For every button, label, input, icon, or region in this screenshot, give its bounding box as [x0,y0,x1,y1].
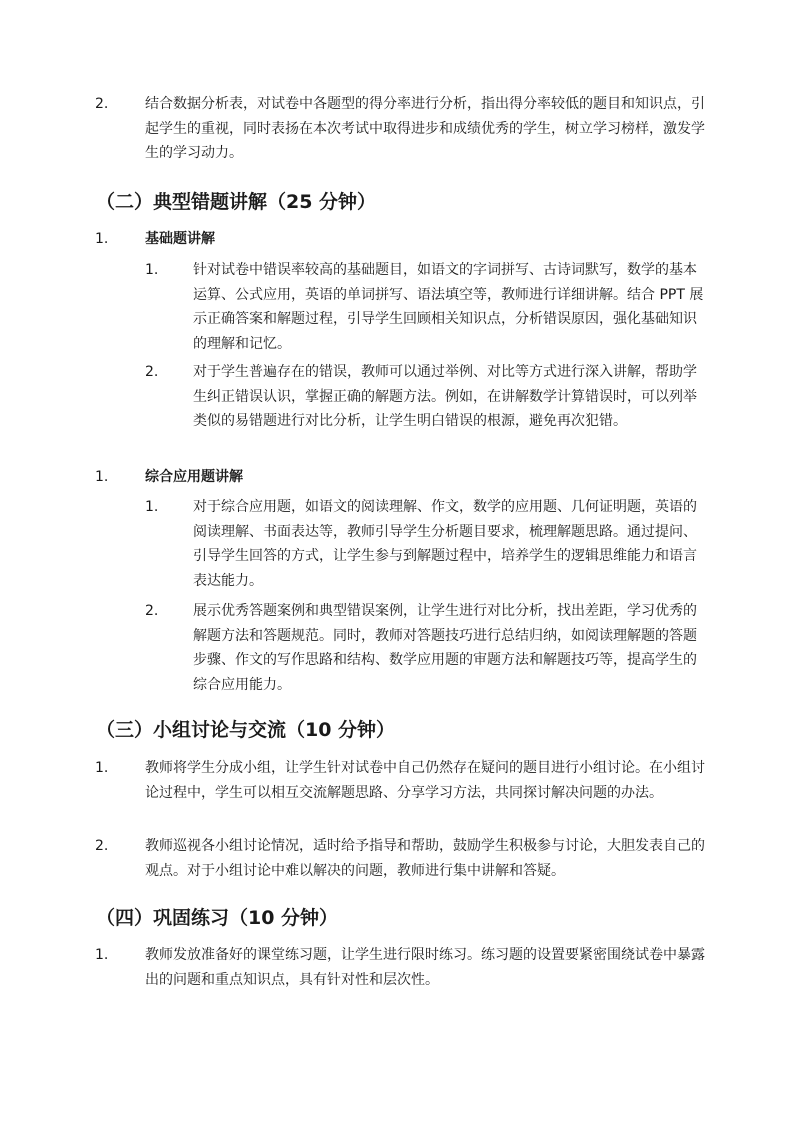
subsection-title: 综合应用题讲解 [145,469,243,485]
list-number: 2. [95,838,109,854]
list-number: 1. [95,469,109,485]
list-number: 2. [145,364,159,380]
list-number: 1. [95,231,109,247]
section-heading-practice: （四）巩固练习（10 分钟） [96,907,339,929]
list-number: 2. [95,96,109,112]
list-text: 对于综合应用题，如语文的阅读理解、作文，数学的应用题、几何证明题，英语的阅读理解、书面表达等，教师引导学生分析题目要求，梳理解题思路。通过提问、引导学生回答的方式，让学生参与到解题过程中，培养学生的逻辑思维能力和语言表达能力。 [193,499,697,589]
list-text: 针对试卷中错误率较高的基础题目，如语文的字词拼写、古诗词默写，数学的基本运算、公式应用，英语的单词拼写、语法填空等，教师进行详细讲解。结合 PPT 展示正确答案和解题过程，引导学生回顾相关知识点，分析错误原因，强化基础知识的理解和记忆。 [193,262,704,352]
list-text: 教师巡视各小组讨论情况，适时给予指导和帮助，鼓励学生积极参与讨论，大胆发表自己的观点。对于小组讨论中难以解决的问题，教师进行集中讲解和答疑。 [145,838,705,879]
list-number: 1. [145,262,159,278]
section-heading-typical-errors: （二）典型错题讲解（25 分钟） [96,191,377,213]
list-text: 对于学生普遍存在的错误，教师可以通过举例、对比等方式进行深入讲解，帮助学生纠正错误认识，掌握正确的解题方法。例如，在讲解数学计算错误时，可以列举类似的易错题进行对比分析，让学生明白错误的根源，避免再次犯错。 [193,364,697,429]
list-number: 2. [145,603,159,619]
subsection-title: 基础题讲解 [145,231,215,247]
list-text: 教师发放准备好的课堂练习题，让学生进行限时练习。练习题的设置要紧密围绕试卷中暴露出的问题和重点知识点，具有针对性和层次性。 [145,947,705,988]
list-text: 教师将学生分成小组，让学生针对试卷中自己仍然存在疑问的题目进行小组讨论。在小组讨论过程中，学生可以相互交流解题思路、分享学习方法，共同探讨解决问题的办法。 [145,760,705,801]
list-number: 1. [95,760,109,776]
list-number: 1. [145,499,159,515]
list-text: 展示优秀答题案例和典型错误案例，让学生进行对比分析，找出差距，学习优秀的解题方法和答题规范。同时，教师对答题技巧进行总结归纳，如阅读理解题的答题步骤、作文的写作思路和结构、数学应用题的审题方法和解题技巧等，提高学生的综合应用能力。 [193,603,697,693]
list-text: 结合数据分析表，对试卷中各题型的得分率进行分析，指出得分率较低的题目和知识点，引起学生的重视，同时表扬在本次考试中取得进步和成绩优秀的学生，树立学习榜样，激发学生的学习动力。 [145,96,705,161]
section-heading-group-discussion: （三）小组讨论与交流（10 分钟） [96,719,396,741]
list-number: 1. [95,947,109,963]
